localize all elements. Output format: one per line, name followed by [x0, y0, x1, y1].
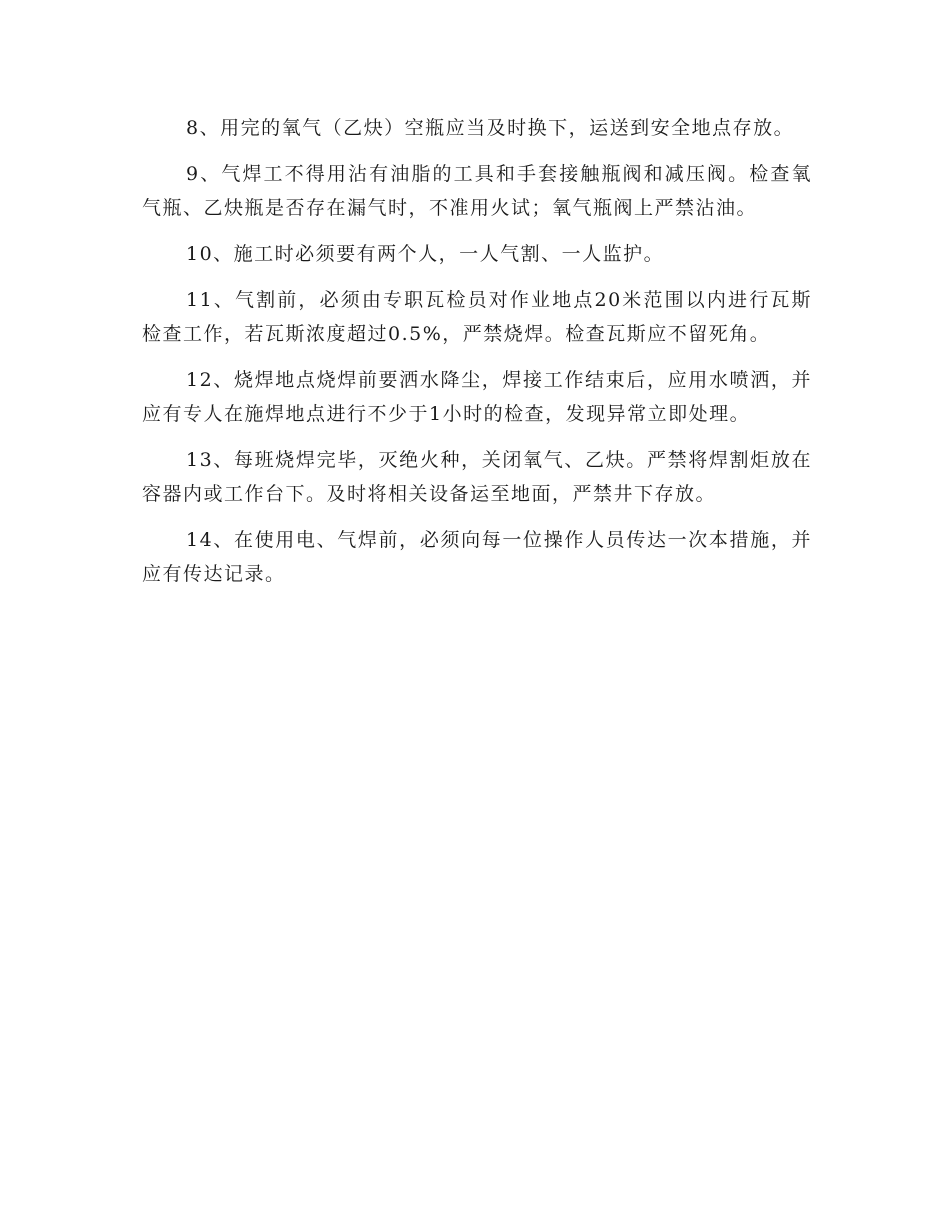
paragraph-item-8: 8、用完的氧气（乙炔）空瓶应当及时换下，运送到安全地点存放。	[186, 117, 795, 139]
paragraph-item-12: 12、烧焊地点烧焊前要洒水降尘，焊接工作结束后，应用水喷洒，并应有专人在施焊地点进行不少于1小时的检查，发现异常立即处理。	[142, 369, 812, 425]
paragraph-item-10: 10、施工时必须要有两个人，一人气割、一人监护。	[186, 243, 665, 265]
paragraph-item-11: 11、气割前，必须由专职瓦检员对作业地点20米范围以内进行瓦斯检查工作，若瓦斯浓度超过0.5%，严禁烧焊。检查瓦斯应不留死角。	[142, 289, 812, 345]
paragraph-item-14: 14、在使用电、气焊前，必须向每一位操作人员传达一次本措施，并应有传达记录。	[142, 529, 812, 585]
paragraph-item-9: 9、气焊工不得用沾有油脂的工具和手套接触瓶阀和减压阀。检查氧气瓶、乙炔瓶是否存在漏气时，不准用火试；氧气瓶阀上严禁沾油。	[142, 163, 812, 219]
document-body	[142, 111, 812, 603]
paragraph-item-13: 13、每班烧焊完毕，灭绝火种，关闭氧气、乙炔。严禁将焊割炬放在容器内或工作台下。及时将相关设备运至地面，严禁井下存放。	[142, 449, 812, 505]
